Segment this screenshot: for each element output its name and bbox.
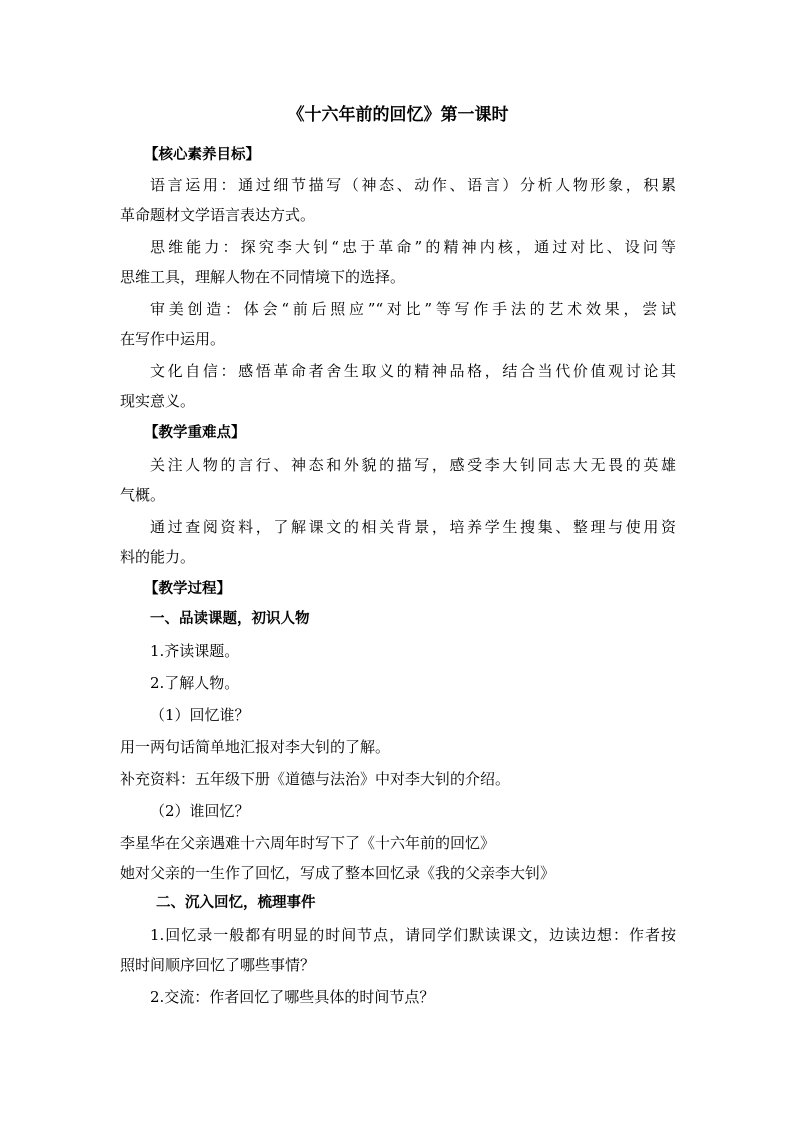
question-1-task: 用一两句话简单地汇报对李大钊的了解。 xyxy=(120,738,391,756)
goal-culture-line-1: 文化自信：感悟革命者舍生取义的精神品格，结合当代价值观讨论其 xyxy=(150,362,676,380)
step-2-2: 2.交流：作者回忆了哪些具体的时间节点？ xyxy=(150,988,435,1006)
page-title: 《十六年前的回忆》第一课时 xyxy=(287,105,509,125)
question-2-answer-1: 李星华在父亲遇难十六周年时写下了《十六年前的回忆》 xyxy=(120,834,496,852)
goal-language-line-2: 革命题材文学语言表达方式。 xyxy=(120,206,316,224)
key-point-2-line-2: 料的能力。 xyxy=(120,548,196,566)
question-2: （2）谁回忆？ xyxy=(150,802,250,820)
key-points-heading: 【教学重难点】 xyxy=(144,425,246,441)
key-point-2-line-1: 通过查阅资料，了解课文的相关背景，培养学生搜集、整理与使用资 xyxy=(150,518,676,536)
goal-language-line-1: 语言运用：通过细节描写（神态、动作、语言）分析人物形象，积累 xyxy=(150,176,676,194)
part-1-heading: 一、品读课题，初识人物 xyxy=(150,611,310,627)
key-point-1-line-1: 关注人物的言行、神态和外貌的描写，感受李大钊同志大无畏的英雄 xyxy=(150,456,676,474)
part-2-heading: 二、沉入回忆，梳理事件 xyxy=(156,895,316,911)
process-heading: 【教学过程】 xyxy=(144,581,231,597)
goal-thinking-line-1: 思维能力：探究李大钊“忠于革命”的精神内核，通过对比、设问等 xyxy=(150,238,676,256)
goals-heading: 【核心素养目标】 xyxy=(144,147,260,163)
question-1-supplement: 补充资料：五年级下册《道德与法治》中对李大钊的介绍。 xyxy=(120,770,511,788)
step-2-1-line-1: 1.回忆录一般都有明显的时间节点，请同学们默读课文，边读边想：作者按 xyxy=(150,926,676,944)
step-1-2: 2.了解人物。 xyxy=(150,674,240,692)
step-2-1-line-2: 照时间顺序回忆了哪些事情？ xyxy=(120,956,316,974)
goal-thinking-line-2: 思维工具，理解人物在不同情境下的选择。 xyxy=(120,268,406,286)
goal-aesthetic-line-1: 审美创造：体会“前后照应”“对比”等写作手法的艺术效果，尝试 xyxy=(150,300,676,318)
goal-aesthetic-line-2: 在写作中运用。 xyxy=(120,330,226,348)
question-2-answer-2: 她对父亲的一生作了回忆，写成了整本回忆录《我的父亲李大钊》 xyxy=(120,864,556,882)
question-1: （1）回忆谁？ xyxy=(150,706,250,724)
goal-culture-line-2: 现实意义。 xyxy=(120,392,196,410)
key-point-1-line-2: 气概。 xyxy=(120,486,166,504)
step-1-1: 1.齐读课题。 xyxy=(150,642,240,660)
